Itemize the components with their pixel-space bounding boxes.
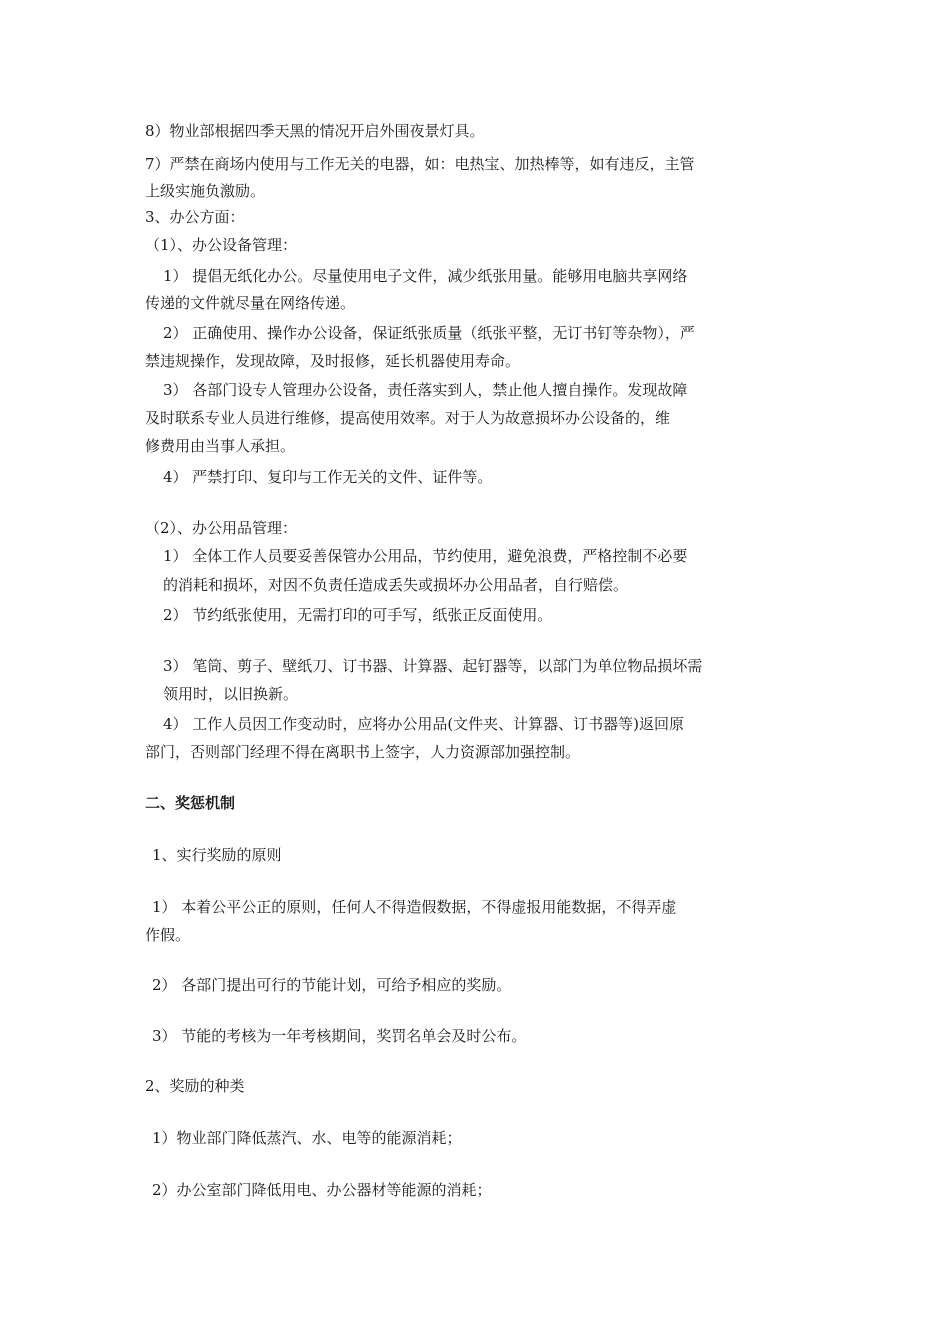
text-line: 及时联系专业人员进行维修，提高使用效率。对于人为故意损坏办公设备的，维 [145,409,671,427]
text-line: （1）、办公设备管理： [145,236,298,254]
text-line: 4） 严禁打印、复印与工作无关的文件、证件等。 [163,468,493,486]
text-line: 1、实行奖励的原则 [152,846,282,864]
text-line: 2、奖励的种类 [145,1077,245,1095]
text-line: 1） 本着公平公正的原则，任何人不得造假数据，不得虚报用能数据，不得弄虚 [152,898,677,916]
section-heading: 二、奖惩机制 [145,794,236,812]
text-line: 3、办公方面： [145,208,245,226]
text-line: 部门，否则部门经理不得在离职书上签字，人力资源部加强控制。 [145,743,581,761]
text-line: 3） 节能的考核为一年考核期间，奖罚名单会及时公布。 [152,1027,527,1045]
text-line: 禁违规操作，发现故障，及时报修，延长机器使用寿命。 [145,352,521,370]
text-line: 7）严禁在商场内使用与工作无关的电器，如：电热宝、加热棒等，如有违反，主管 [145,155,695,173]
text-line: 2）办公室部门降低用电、办公器材等能源的消耗； [152,1181,492,1199]
text-line: 2） 正确使用、操作办公设备，保证纸张质量（纸张平整，无订书钉等杂物），严 [163,324,695,342]
text-line: 1）物业部门降低蒸汽、水、电等的能源消耗； [152,1129,462,1147]
text-line: 8）物业部根据四季天黑的情况开启外围夜景灯具。 [145,122,485,140]
text-line: 传递的文件就尽量在网络传递。 [145,294,356,312]
text-line: 上级实施负激励。 [145,182,266,200]
text-line: 3） 笔筒、剪子、壁纸刀、订书器、计算器、起钉器等，以部门为单位物品损坏需 [163,657,703,675]
text-line: 4） 工作人员因工作变动时，应将办公用品(文件夹、计算器、订书器等)返回原 [163,715,685,733]
text-line: 1） 全体工作人员要妥善保管办公用品，节约使用，避免浪费，严格控制不必要 [163,547,688,565]
text-line: 作假。 [145,926,191,944]
text-line: 3） 各部门设专人管理办公设备，责任落实到人，禁止他人擅自操作。发现故障 [163,381,688,399]
text-line: 1） 提倡无纸化办公。尽量使用电子文件，减少纸张用量。能够用电脑共享网络 [163,267,688,285]
text-line: 领用时，以旧换新。 [163,685,299,703]
text-line: （2）、办公用品管理： [145,519,298,537]
text-line: 2） 节约纸张使用，无需打印的可手写，纸张正反面使用。 [163,606,553,624]
text-line: 的消耗和损坏，对因不负责任造成丢失或损坏办公用品者，自行赔偿。 [163,576,629,594]
text-line: 修费用由当事人承担。 [145,437,296,455]
text-line: 2） 各部门提出可行的节能计划，可给予相应的奖励。 [152,976,512,994]
